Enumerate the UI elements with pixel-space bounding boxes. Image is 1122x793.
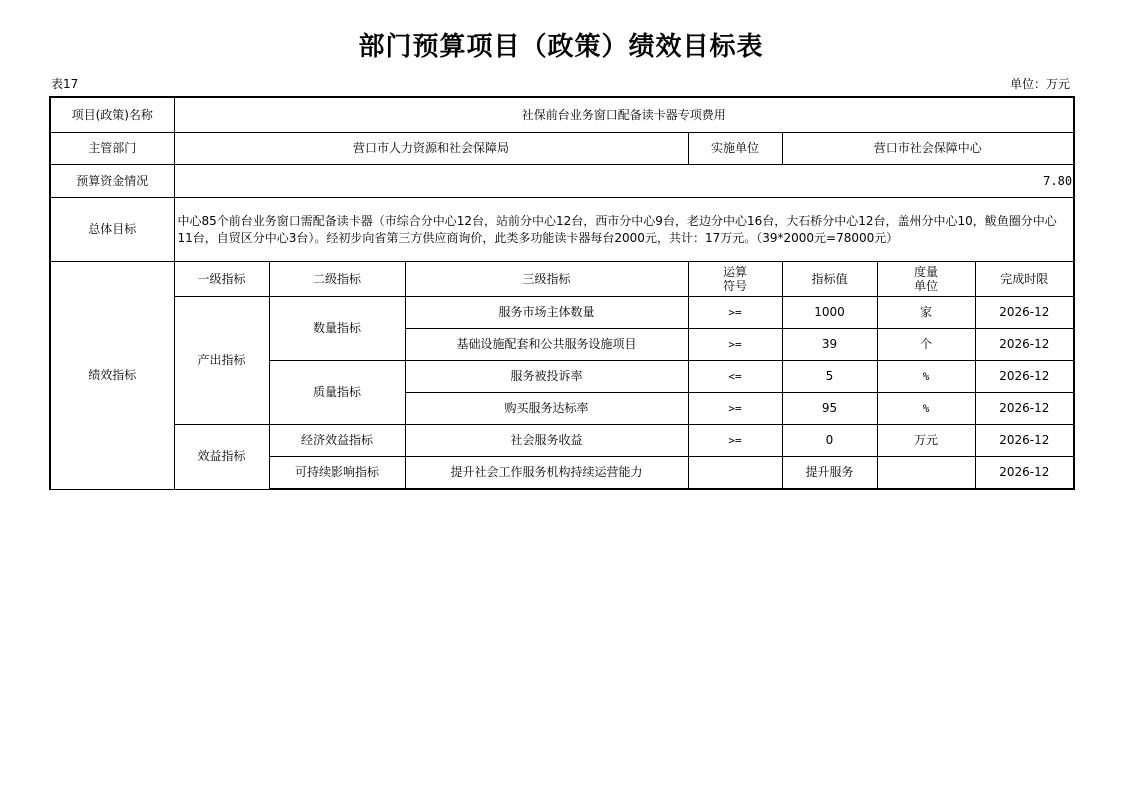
group-quantity: 数量指标: [269, 297, 405, 361]
table-number: 表17: [51, 77, 79, 91]
operator-cell: >=: [688, 329, 782, 361]
project-name-value: 社保前台业务窗口配备读卡器专项费用: [174, 97, 1074, 133]
group-quality: 质量指标: [269, 361, 405, 425]
impl-unit-label: 实施单位: [688, 133, 782, 165]
department-row: [50, 133, 1074, 165]
project-row: [50, 97, 1074, 133]
level3-cell: 社会服务收益: [405, 425, 688, 457]
project-name-label: 项目(政策)名称: [50, 97, 174, 133]
group-output: 产出指标: [174, 297, 269, 425]
deadline-cell: 2026-12: [975, 361, 1074, 393]
operator-cell: >=: [688, 425, 782, 457]
unit-cell: %: [877, 393, 975, 425]
value-cell: 95: [782, 393, 877, 425]
value-cell: 1000: [782, 297, 877, 329]
unit-cell: 个: [877, 329, 975, 361]
unit-cell: %: [877, 361, 975, 393]
header-unit-line1: 度量: [913, 265, 938, 279]
deadline-cell: 2026-12: [975, 393, 1074, 425]
operator-cell: <=: [688, 361, 782, 393]
impl-unit-value: 营口市社会保障中心: [782, 133, 1074, 165]
deadline-cell: 2026-12: [975, 457, 1074, 490]
dept-label: 主管部门: [50, 133, 174, 165]
budget-value: 7.80: [174, 165, 1074, 198]
overall-goal-row: [50, 198, 1074, 262]
level3-cell: 服务市场主体数量: [405, 297, 688, 329]
unit-cell: 万元: [877, 425, 975, 457]
performance-table: [49, 96, 1075, 490]
budget-row: [50, 165, 1074, 198]
indicator-header-row: [50, 262, 1074, 297]
value-cell: 5: [782, 361, 877, 393]
overall-goal-text: 中心85个前台业务窗口需配备读卡器（市综合分中心12台，站前分中心12台，西市分中心9台，老边分中心16台，大石桥分中心12台，盖州分中心10，鲅鱼圈分中心11台，自贸区分中心3台）。经初步向省第三方供应商询价，此类多功能读卡器每台2000元，共计：17万元。（39*2000元=78000元）: [174, 198, 1074, 262]
header-level1: 一级指标: [174, 262, 269, 297]
value-cell: 提升服务: [782, 457, 877, 490]
table-row: [50, 297, 1074, 329]
header-level3: 三级指标: [405, 262, 688, 297]
value-cell: 0: [782, 425, 877, 457]
perf-indicator-label: 绩效指标: [50, 262, 174, 490]
deadline-cell: 2026-12: [975, 297, 1074, 329]
overall-goal-label: 总体目标: [50, 198, 174, 262]
header-deadline: 完成时限: [975, 262, 1074, 297]
operator-cell: [688, 457, 782, 490]
dept-value: 营口市人力资源和社会保障局: [174, 133, 688, 165]
header-operator-line1: 运算: [722, 265, 747, 279]
level3-cell: 购买服务达标率: [405, 393, 688, 425]
value-cell: 39: [782, 329, 877, 361]
header-operator: [688, 262, 782, 297]
level3-cell: 基础设施配套和公共服务设施项目: [405, 329, 688, 361]
unit-cell: [877, 457, 975, 490]
unit-cell: 家: [877, 297, 975, 329]
group-economic: 经济效益指标: [269, 425, 405, 457]
group-benefit: 效益指标: [174, 425, 269, 490]
deadline-cell: 2026-12: [975, 425, 1074, 457]
operator-cell: >=: [688, 297, 782, 329]
budget-label: 预算资金情况: [50, 165, 174, 198]
header-level2: 二级指标: [269, 262, 405, 297]
header-value: 指标值: [782, 262, 877, 297]
group-sustain: 可持续影响指标: [269, 457, 405, 490]
unit-label: 单位：万元: [1009, 77, 1070, 91]
level3-cell: 服务被投诉率: [405, 361, 688, 393]
page-title: 部门预算项目（政策）绩效目标表: [358, 32, 764, 62]
deadline-cell: 2026-12: [975, 329, 1074, 361]
header-operator-line2: 符号: [722, 279, 747, 293]
table-row: [50, 425, 1074, 457]
level3-cell: 提升社会工作服务机构持续运营能力: [405, 457, 688, 490]
header-unit-line2: 单位: [913, 279, 938, 293]
operator-cell: >=: [688, 393, 782, 425]
header-unit: [877, 262, 975, 297]
